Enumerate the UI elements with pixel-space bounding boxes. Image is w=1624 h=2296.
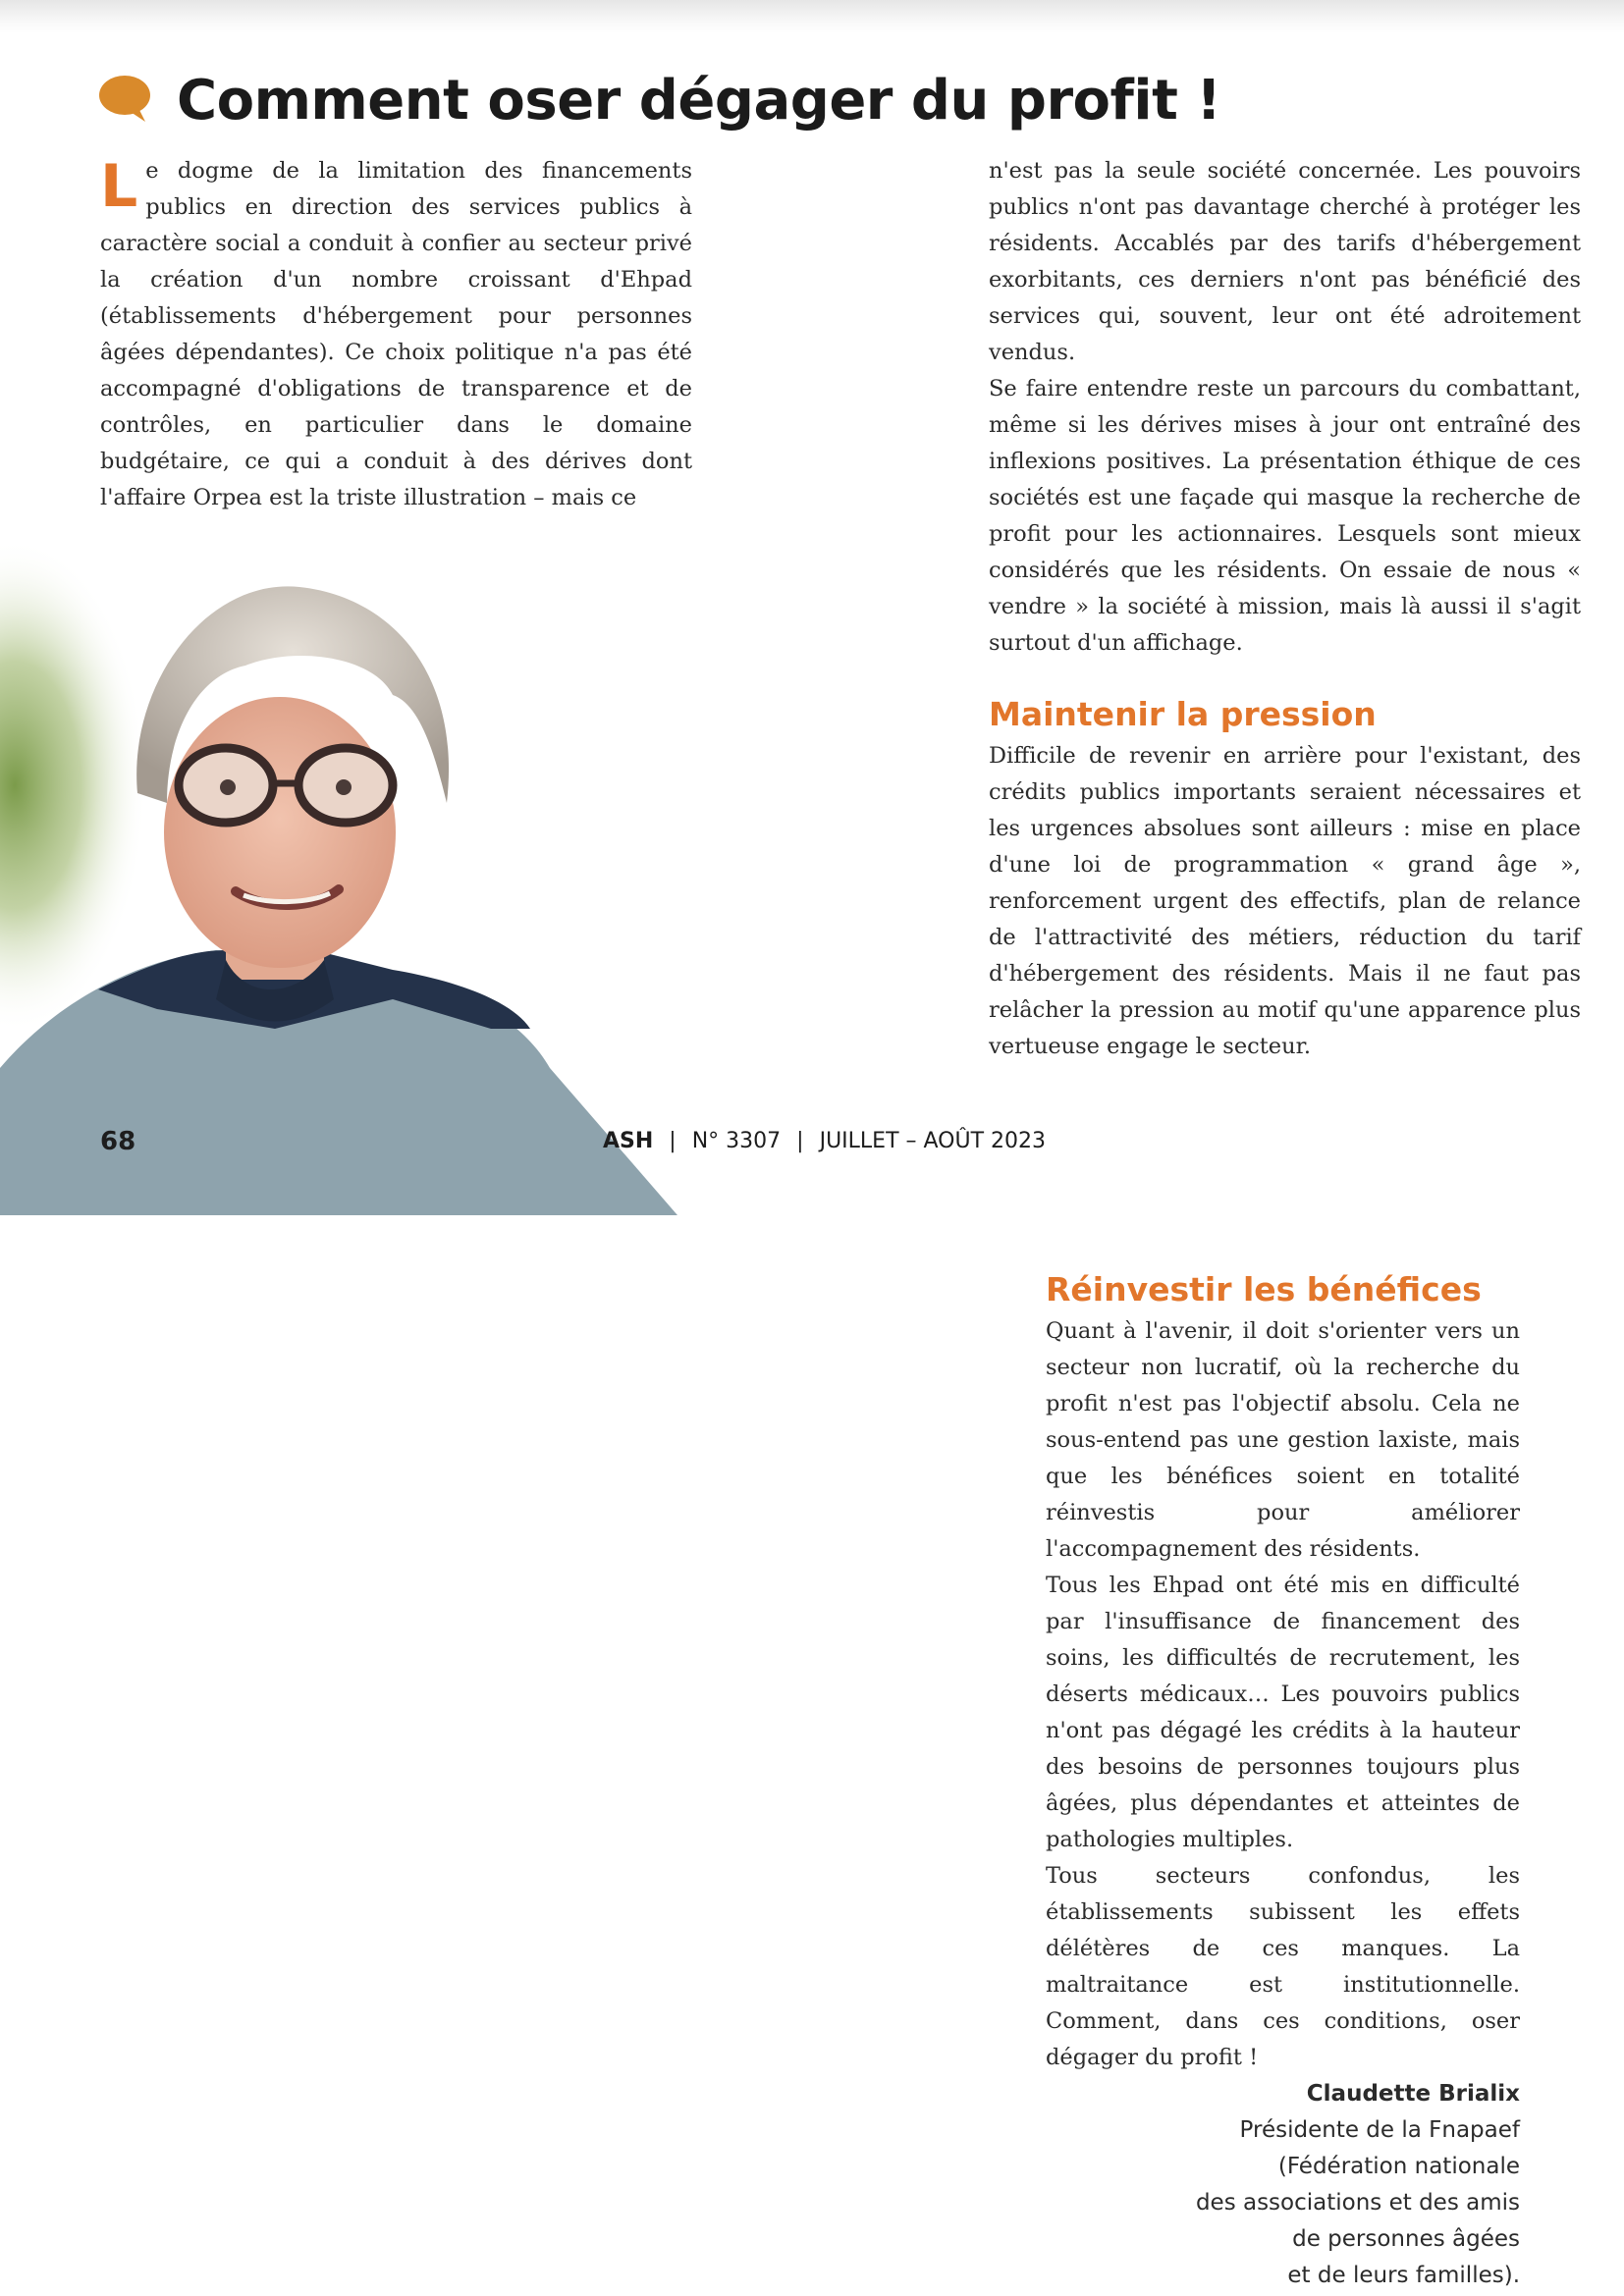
issue-number: N° 3307 — [691, 1129, 782, 1153]
top-strip — [0, 0, 1624, 33]
running-footer — [603, 1129, 1046, 1153]
issue-date: JUILLET – AOÛT 2023 — [819, 1129, 1047, 1153]
paragraph: n'est pas la seule société concernée. Les pouvoirs publics n'ont pas davantage cherché à protéger les résidents. Accablés par des tarifs d'hébergement exorbitants, ces derniers n'ont pas bénéficié des services qui, souvent, leur ont été adroitement vendus. — [989, 158, 1581, 365]
separator: | — [796, 1129, 804, 1153]
intro-paragraph — [100, 153, 692, 516]
paragraph: Difficile de revenir en arrière pour l'existant, des crédits publics importants seraient nécessaires et les urgences absolues sont ailleurs : mise en place d'une loi de programmation « grand âge », renforcement urgent des effectifs, plan de relance de l'attractivité des métiers, réduction du tarif d'hébergement des résidents. Mais il ne faut pas relâcher la pression au motif qu'une apparence plus vertueuse engage le secteur. — [989, 743, 1581, 1059]
paragraph: Se faire entendre reste un parcours du combattant, même si les dérives mises à jour ont entraîné des inflexions positives. La présentation éthique de ces sociétés est une façade qui masque la recherche de profit pour les actionnaires. Lesquels sont mieux considérés que les résidents. On essaie de nous « vendre » la société à mission, mais là aussi il s'agit surtout d'un affichage. — [989, 376, 1581, 656]
intro-text: e dogme de la limitation des financements publics en direction des services publics à caractère social a conduit à confier au secteur privé la création d'un nombre croissant d'Ehpad (établissements d'hébergement pour personnes âgées dépendantes). Ce choix politique n'a pas été accompagné d'obligations de transparence et de contrôles, en particulier dans le domaine budgétaire, ce qui a conduit à des dérives dont l'affaire Orpea est la triste illustration – mais ce — [100, 158, 692, 510]
author-name: Claudette Brialix — [1306, 2081, 1520, 2107]
separator: | — [669, 1129, 677, 1153]
speech-bubble-icon — [98, 75, 151, 128]
column-continuation — [1046, 1270, 1520, 2294]
paragraph: Tous les Ehpad ont été mis en difficulté par l'insuffisance de financement des soins, les difficultés de recrutement, les déserts médicaux… Les pouvoirs publics n'ont pas dégagé les crédits à la hauteur des besoins de personnes toujours plus âgées, plus dépendantes et atteintes de pathologies multiples. — [1046, 1573, 1520, 1852]
signature-block — [1046, 2076, 1520, 2294]
page-footer — [0, 1127, 1178, 1166]
author-role: Présidente de la Fnapaef (Fédération nationale des associations et des amis de personnes âgées et de leurs familles). — [1195, 2117, 1520, 2288]
article-title — [98, 69, 1473, 133]
page-number: 68 — [100, 1127, 136, 1156]
page-title: Comment oser dégager du profit ! — [177, 69, 1221, 133]
column-right — [989, 153, 1581, 1065]
subheading-maintenir: Maintenir la pression — [989, 695, 1377, 733]
magazine-name: ASH — [603, 1129, 654, 1153]
subheading-reinvestir: Réinvestir les bénéfices — [1046, 1270, 1482, 1308]
drop-cap: L — [100, 152, 138, 221]
column-left — [100, 153, 692, 516]
author-portrait-photo — [0, 538, 727, 1215]
paragraph: Tous secteurs confondus, les établissements subissent les effets délétères de ces manques. La maltraitance est institutionnelle. Comment, dans ces conditions, oser dégager du profit ! — [1046, 1863, 1520, 2070]
paragraph: Quant à l'avenir, il doit s'orienter vers un secteur non lucratif, où la recherche du profit n'est pas l'objectif absolu. Cela ne sous-entend pas une gestion laxiste, mais que les bénéfices soient en totalité réinvestis pour améliorer l'accompagnement des résidents. — [1046, 1318, 1520, 1562]
